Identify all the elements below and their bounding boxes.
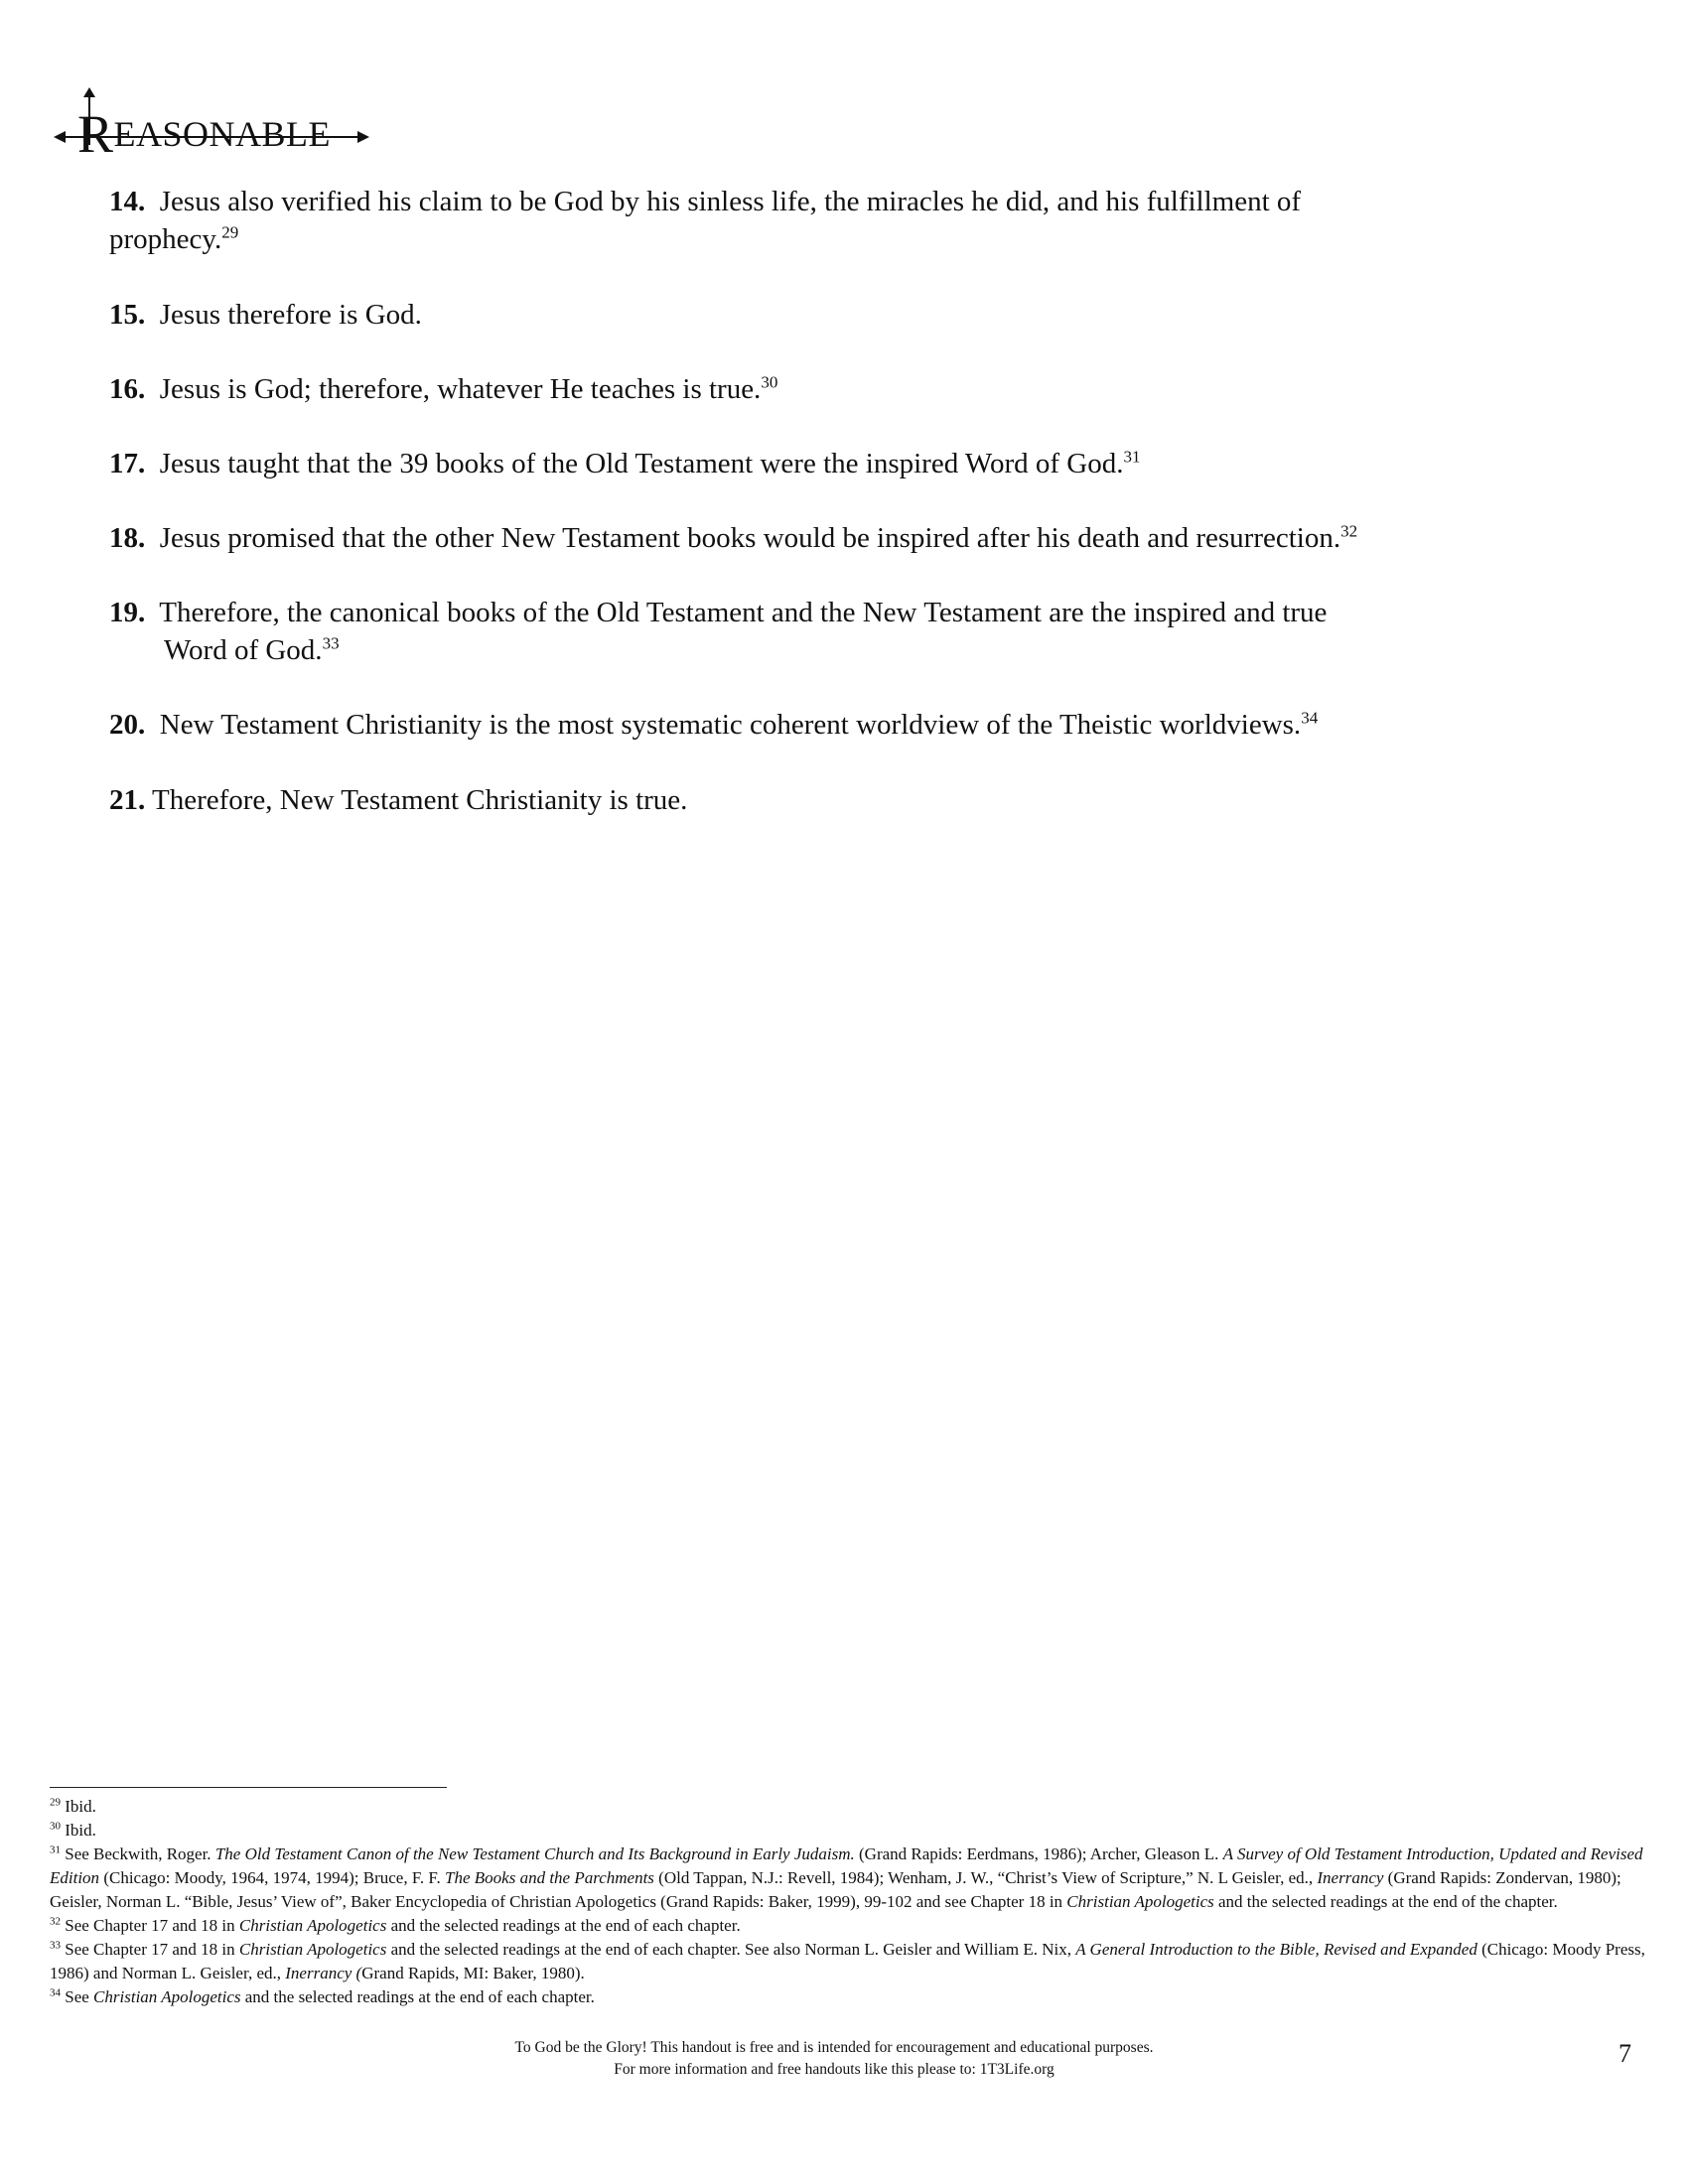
- reasonable-logo: [52, 87, 369, 164]
- claim-15: 15. Jesus therefore is God.: [109, 299, 422, 331]
- footnote-30: $^{30}$ Ibid.: [50, 1820, 96, 1840]
- footnote-33: $^{33}$ See Chapter 17 and 18 in Christian Apologetics and the selected readings at the end of each chapter. See also Norman L. Geisler and William E. Nix, A General Introduction to the Bible, Revised and Expanded (Chicago: Moody Press, 1986) and Norman L. Geisler, ed., Inerrancy (Grand Rapids, MI: Baker, 1980).: [50, 1939, 1645, 1982]
- footnote-31: $^{31}$ See Beckwith, Roger. The Old Testament Canon of the New Testament Church and Its Background in Early Judaism. (Grand Rapids: Eerdmans, 1986); Archer, Gleason L. A Survey of Old Testament Introduction, Updated and Revised Edition (Chicago: Moody, 1964, 1974, 1994); Bruce, F. F. The Books and the Parchments (Old Tappan, N.J.: Revell, 1984); Wenham, J. W., “Christ’s View of Scripture,” N. L Geisler, ed., Inerrancy (Grand Rapids: Zondervan, 1980); Geisler, Norman L. “Bible, Jesus’ View of”, Baker Encyclopedia of Christian Apologetics (Grand Rapids: Baker, 1999), 99-102 and see Chapter 18 in Christian Apologetics and the selected readings at the end of the chapter.: [50, 1843, 1643, 1911]
- page-number: 7: [1618, 2039, 1631, 2068]
- footer-line-2: For more information and free handouts like this please to: 1T3Life.org: [614, 2061, 1055, 2078]
- claim-17: 17. Jesus taught that the 39 books of the Old Testament were the inspired Word of God.$^{31}$: [109, 447, 1141, 479]
- footer-note: [328, 2037, 1340, 2081]
- claim-21: 21. Therefore, New Testament Christianity is true.: [109, 784, 688, 816]
- claim-20: 20. New Testament Christianity is the most systematic coherent worldview of the Theistic worldviews.$^{34}$: [109, 708, 1319, 741]
- claim-18: 18. Jesus promised that the other New Testament books would be inspired after his death and resurrection.$^{32}$: [109, 521, 1358, 554]
- footnote-32: $^{32}$ See Chapter 17 and 18 in Christian Apologetics and the selected readings at the end of each chapter.: [50, 1915, 741, 1935]
- footnotes: [50, 1795, 1648, 2009]
- footnote-separator: [50, 1787, 447, 1788]
- footnote-29: $^{29}$ Ibid.: [50, 1796, 96, 1816]
- logo-wordmark: REASONABLE: [77, 104, 332, 164]
- claim-14: 14. Jesus also verified his claim to be God by his sinless life, the miracles he did, and his fulfillment of prophecy.$^{29}$: [109, 186, 1302, 255]
- claim-19: 19. Therefore, the canonical books of the Old Testament and the New Testament are the inspired and true Word of God.$^{33}$: [109, 597, 1328, 666]
- footnote-34: $^{34}$ See Christian Apologetics and the selected readings at the end of each chapter.: [50, 1986, 595, 2006]
- footer-line-1: To God be the Glory! This handout is free and is intended for encouragement and educational purposes.: [514, 2039, 1154, 2056]
- claim-16: 16. Jesus is God; therefore, whatever He teaches is true.$^{30}$: [109, 372, 778, 405]
